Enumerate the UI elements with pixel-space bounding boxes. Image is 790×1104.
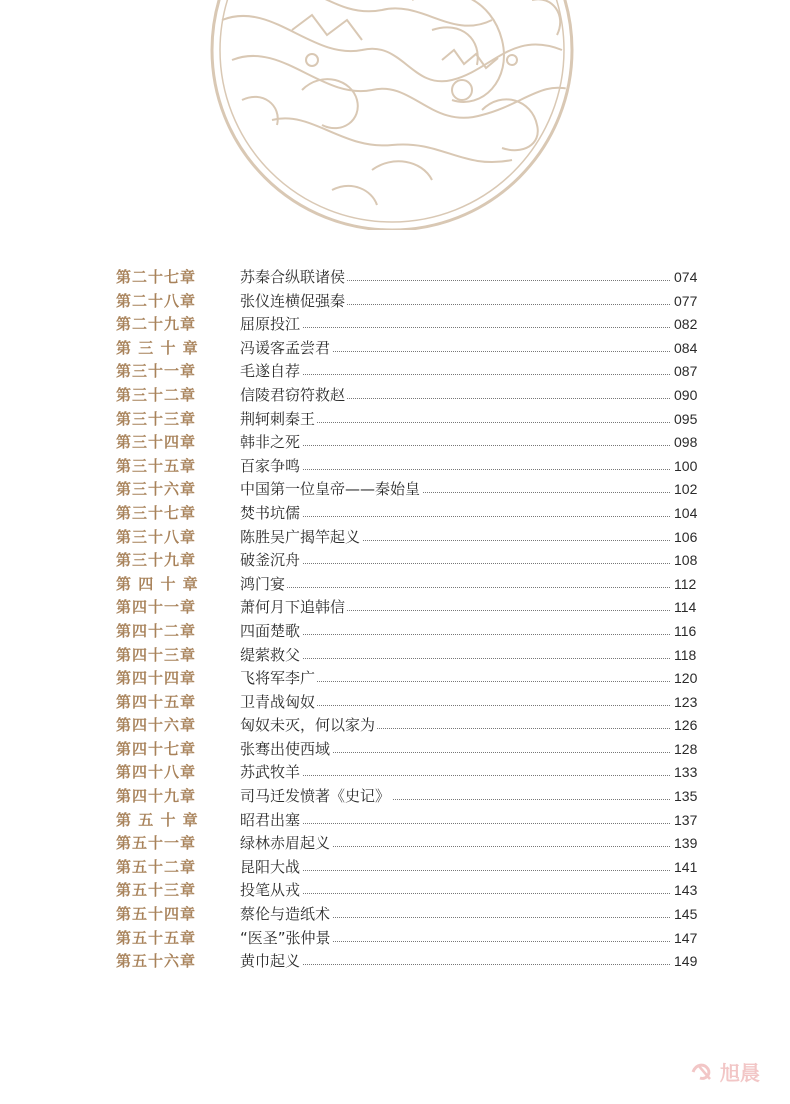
- toc-row[interactable]: [0, 313, 790, 337]
- chapter-title: 四面楚歌: [240, 620, 302, 644]
- dot-leader: [240, 327, 670, 328]
- page-number: 133: [672, 761, 718, 785]
- toc-row[interactable]: [0, 290, 790, 314]
- toc-row[interactable]: [0, 738, 790, 762]
- page-number: 149: [672, 950, 718, 974]
- chapter-number: 第四十五章: [116, 692, 197, 711]
- chapter-title: 昆阳大战: [240, 856, 302, 880]
- chapter-title: 投笔从戎: [240, 879, 302, 903]
- chapter-number: 第三十五章: [116, 456, 197, 475]
- page-number: 104: [672, 502, 718, 526]
- dot-leader: [240, 563, 670, 564]
- page-number: 090: [672, 384, 718, 408]
- toc-row[interactable]: [0, 644, 790, 668]
- toc-row[interactable]: [0, 785, 790, 809]
- chapter-title: 蔡伦与造纸术: [240, 903, 332, 927]
- page-number: 147: [672, 927, 718, 951]
- toc-row[interactable]: [0, 478, 790, 502]
- page-number: 135: [672, 785, 718, 809]
- chapter-number: 第四十八章: [116, 763, 197, 782]
- page-number: 106: [672, 526, 718, 550]
- toc-row[interactable]: [0, 266, 790, 290]
- toc-row[interactable]: [0, 408, 790, 432]
- chapter-title: 张骞出使西域: [240, 738, 332, 762]
- toc-row[interactable]: [0, 714, 790, 738]
- page-number: 095: [672, 408, 718, 432]
- dot-leader: [240, 374, 670, 375]
- page-number: 141: [672, 856, 718, 880]
- chapter-number: 第四十六章: [116, 716, 197, 735]
- chapter-title: 苏武牧羊: [240, 761, 302, 785]
- chapter-title: 信陵君窃符救赵: [240, 384, 347, 408]
- page-number: 102: [672, 478, 718, 502]
- toc-row[interactable]: [0, 667, 790, 691]
- chapter-number: 第三十六章: [116, 480, 197, 499]
- toc-row[interactable]: [0, 431, 790, 455]
- chapter-title: 匈奴未灭，何以家为: [240, 714, 377, 738]
- page-number: 098: [672, 431, 718, 455]
- watermark-text: 旭晨: [720, 1061, 760, 1085]
- toc-row[interactable]: [0, 573, 790, 597]
- chapter-title: 昭君出塞: [240, 809, 302, 833]
- chapter-title: 张仪连横促强秦: [240, 290, 347, 314]
- toc-row[interactable]: [0, 927, 790, 951]
- chapter-number: 第三十九章: [116, 551, 197, 570]
- dot-leader: [240, 964, 670, 965]
- toc-row[interactable]: [0, 502, 790, 526]
- toc-row[interactable]: [0, 526, 790, 550]
- chapter-number: 第三十二章: [116, 385, 197, 404]
- chapter-number: 第五十五章: [116, 928, 197, 947]
- chapter-number: 第三十四章: [116, 433, 197, 452]
- chapter-title: 司马迁发愤著《史记》: [240, 785, 392, 809]
- chapter-number: 第二十七章: [116, 268, 197, 286]
- chapter-number: 第二十九章: [116, 315, 197, 334]
- toc-row[interactable]: [0, 596, 790, 620]
- page-number: 112: [672, 573, 718, 597]
- page-number: 087: [672, 360, 718, 384]
- chapter-title: 焚书坑儒: [240, 502, 302, 526]
- chapter-title: 绿林赤眉起义: [240, 832, 332, 856]
- page-number: 137: [672, 809, 718, 833]
- chapter-number: 第四十二章: [116, 621, 197, 640]
- chapter-title: 毛遂自荐: [240, 360, 302, 384]
- dot-leader: [240, 516, 670, 517]
- dot-leader: [240, 775, 670, 776]
- chapter-number: 第二十八章: [116, 291, 197, 310]
- toc-row[interactable]: [0, 337, 790, 361]
- page-number: 145: [672, 903, 718, 927]
- chapter-title: 韩非之死: [240, 431, 302, 455]
- dot-leader: [240, 445, 670, 446]
- toc-row[interactable]: [0, 832, 790, 856]
- chapter-title: 黄巾起义: [240, 950, 302, 974]
- dot-leader: [240, 893, 670, 894]
- chapter-number: 第五十二章: [116, 857, 197, 876]
- page-number: 139: [672, 832, 718, 856]
- page-number: 126: [672, 714, 718, 738]
- page-number: 084: [672, 337, 718, 361]
- chapter-number: 第 五 十 章: [116, 810, 199, 829]
- chapter-number: 第四十九章: [116, 787, 197, 806]
- chapter-title: 鸿门宴: [240, 573, 287, 597]
- toc-row[interactable]: [0, 903, 790, 927]
- page-number: 108: [672, 549, 718, 573]
- toc-row[interactable]: [0, 761, 790, 785]
- chapter-title: 苏秦合纵联诸侯: [240, 266, 347, 290]
- toc-row[interactable]: [0, 620, 790, 644]
- chapter-number: 第四十四章: [116, 669, 197, 688]
- dot-leader: [240, 634, 670, 635]
- chapter-title: “医圣”张仲景: [240, 927, 333, 951]
- toc-row[interactable]: [0, 549, 790, 573]
- chapter-title: 百家争鸣: [240, 455, 302, 479]
- dot-leader: [240, 870, 670, 871]
- page-number: 120: [672, 667, 718, 691]
- toc-row[interactable]: [0, 879, 790, 903]
- toc-row[interactable]: [0, 384, 790, 408]
- toc-row[interactable]: [0, 360, 790, 384]
- chapter-number: 第 三 十 章: [116, 338, 199, 357]
- chapter-number: 第三十三章: [116, 409, 197, 428]
- page-number: 116: [672, 620, 718, 644]
- watermark-icon: [690, 1061, 716, 1083]
- page-number: 114: [672, 596, 718, 620]
- chapter-title: 破釜沉舟: [240, 549, 302, 573]
- watermark-logo: [690, 1057, 760, 1086]
- phoenix-medallion-ornament: [152, 0, 632, 230]
- chapter-title: 卫青战匈奴: [240, 691, 317, 715]
- chapter-title: 萧何月下追韩信: [240, 596, 347, 620]
- chapter-title: 缇萦救父: [240, 644, 302, 668]
- toc-row[interactable]: [0, 809, 790, 833]
- toc-row[interactable]: [0, 950, 790, 974]
- chapter-title: 冯谖客孟尝君: [240, 337, 332, 361]
- chapter-number: 第五十三章: [116, 881, 197, 900]
- dot-leader: [240, 469, 670, 470]
- toc-row[interactable]: [0, 691, 790, 715]
- chapter-title: 荆轲刺秦王: [240, 408, 317, 432]
- page-number: 143: [672, 879, 718, 903]
- toc-row[interactable]: [0, 455, 790, 479]
- page-number: 118: [672, 644, 718, 668]
- chapter-title: 中国第一位皇帝——秦始皇: [240, 478, 422, 502]
- page-number: 128: [672, 738, 718, 762]
- chapter-number: 第五十一章: [116, 834, 197, 853]
- page-number: 123: [672, 691, 718, 715]
- page-number: 082: [672, 313, 718, 337]
- table-of-contents: [0, 266, 790, 974]
- dot-leader: [240, 658, 670, 659]
- dot-leader: [240, 587, 670, 588]
- chapter-title: 陈胜吴广揭竿起义: [240, 526, 362, 550]
- page-number: 100: [672, 455, 718, 479]
- chapter-number: 第三十一章: [116, 362, 197, 381]
- chapter-number: 第三十七章: [116, 503, 197, 522]
- chapter-number: 第五十四章: [116, 905, 197, 924]
- page-number: 074: [672, 266, 718, 290]
- chapter-title: 飞将军李广: [240, 667, 317, 691]
- chapter-number: 第五十六章: [116, 952, 197, 971]
- dot-leader: [240, 823, 670, 824]
- chapter-number: 第四十一章: [116, 598, 197, 617]
- chapter-number: 第四十七章: [116, 739, 197, 758]
- toc-row[interactable]: [0, 856, 790, 880]
- chapter-number: 第四十三章: [116, 645, 197, 664]
- chapter-number: 第三十八章: [116, 527, 197, 546]
- chapter-number: 第 四 十 章: [116, 574, 199, 593]
- chapter-title: 屈原投江: [240, 313, 302, 337]
- page-number: 077: [672, 290, 718, 314]
